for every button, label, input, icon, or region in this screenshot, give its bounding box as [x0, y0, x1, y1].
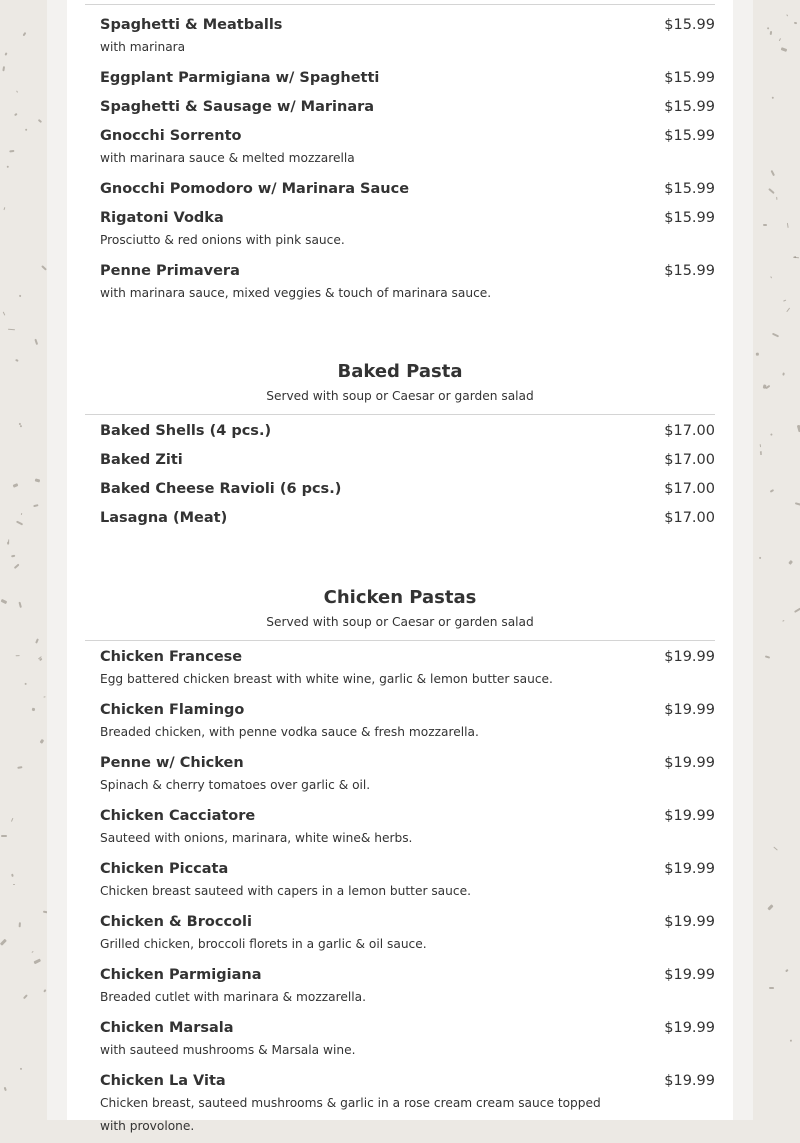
paper-fiber	[788, 561, 792, 566]
paper-fiber	[763, 224, 767, 226]
menu-item	[85, 257, 715, 310]
menu-item-name: Chicken Cacciatore	[100, 808, 256, 824]
menu-item-name: Gnocchi Pomodoro w/ Marinara Sauce	[100, 181, 410, 197]
paper-fiber	[41, 265, 47, 271]
paper-fiber	[16, 521, 23, 526]
paper-fiber	[786, 307, 790, 311]
menu-item-name: Penne w/ Chicken	[100, 755, 244, 771]
menu-item-name: Gnocchi Sorrento	[100, 128, 242, 144]
paper-fiber	[4, 1086, 8, 1091]
menu-item-description: Chicken breast, sauteed mushrooms & garlic in a rose cream cream sauce topped with provolone.	[100, 1096, 601, 1133]
menu-item	[85, 504, 715, 533]
menu-item	[85, 122, 715, 175]
menu-item-name: Chicken Marsala	[100, 1020, 234, 1036]
menu-item-price: $19.99	[664, 861, 715, 877]
paper-fiber	[771, 276, 773, 279]
menu-item	[85, 961, 715, 1014]
menu-item-price: $15.99	[664, 210, 715, 226]
menu-item-price: $19.99	[664, 702, 715, 718]
menu-item-description: Sauteed with onions, marinara, white wine& herbs.	[100, 831, 413, 845]
menu-item-price: $15.99	[664, 181, 715, 197]
menu-item-price: $15.99	[664, 17, 715, 33]
menu-item-description: Chicken breast sauteed with capers in a lemon butter sauce.	[100, 884, 471, 898]
paper-fiber	[7, 166, 9, 168]
menu-item-price: $15.99	[664, 99, 715, 115]
menu-item-description: Spinach & cherry tomatoes over garlic & oil.	[100, 778, 371, 792]
paper-fiber	[25, 129, 27, 131]
paper-fiber	[767, 27, 770, 30]
menu-item-name: Eggplant Parmigiana w/ Spaghetti	[100, 70, 380, 86]
paper-fiber	[8, 329, 15, 331]
paper-fiber	[3, 207, 5, 210]
paper-fiber	[25, 683, 27, 685]
paper-fiber	[11, 817, 14, 821]
menu-item-price: $17.00	[664, 510, 715, 526]
menu-item-name: Baked Cheese Ravioli (6 pcs.)	[100, 481, 342, 497]
menu-item-name: Chicken Flamingo	[100, 702, 245, 718]
paper-fiber	[787, 223, 789, 228]
paper-fiber	[782, 372, 785, 375]
menu-item	[85, 204, 715, 257]
paper-fiber	[19, 922, 21, 928]
menu-item	[85, 446, 715, 475]
paper-fiber	[15, 91, 17, 93]
menu-item	[85, 1014, 715, 1067]
paper-fiber	[781, 47, 787, 52]
menu-item-name: Penne Primavera	[100, 263, 240, 279]
menu-item-name: Chicken & Broccoli	[100, 914, 252, 930]
menu-item-description: with sauteed mushrooms & Marsala wine.	[100, 1043, 356, 1057]
paper-fiber	[3, 311, 6, 315]
menu-item	[85, 417, 715, 446]
menu-item-name: Rigatoni Vodka	[100, 210, 224, 226]
paper-fiber	[14, 563, 20, 568]
menu-item-price: $15.99	[664, 128, 715, 144]
paper-fiber	[768, 904, 774, 910]
paper-fiber	[782, 620, 784, 622]
paper-fiber	[786, 14, 788, 17]
paper-fiber	[13, 884, 15, 885]
paper-fiber	[7, 539, 9, 542]
menu-item-price: $15.99	[664, 70, 715, 86]
paper-fiber	[770, 434, 773, 436]
paper-fiber	[771, 170, 775, 176]
paper-fiber	[794, 21, 797, 24]
menu-item-price: $19.99	[664, 1073, 715, 1089]
paper-fiber	[34, 479, 40, 483]
paper-fiber	[19, 295, 22, 298]
menu-item	[85, 855, 715, 908]
section-title: Chicken Pastas	[323, 587, 477, 608]
paper-fiber	[1, 834, 7, 836]
menu-item	[85, 696, 715, 749]
menu-item-name: Chicken Francese	[100, 649, 243, 665]
menu-item-price: $19.99	[664, 914, 715, 930]
paper-fiber	[23, 994, 28, 999]
menu-item-description: with marinara sauce & melted mozzarella	[100, 151, 355, 165]
paper-fiber	[39, 739, 43, 744]
section-title: Baked Pasta	[337, 361, 463, 382]
paper-fiber	[16, 655, 20, 656]
menu-item-description: Grilled chicken, broccoli florets in a garlic & oil sauce.	[100, 937, 427, 951]
menu-item-price: $17.00	[664, 423, 715, 439]
menu-item-price: $19.99	[664, 649, 715, 665]
paper-fiber	[0, 939, 7, 946]
paper-fiber	[793, 256, 796, 259]
menu-section-pasta	[85, 5, 715, 310]
paper-fiber	[15, 359, 18, 362]
paper-fiber	[4, 52, 8, 56]
menu-item-description: with marinara sauce, mixed veggies & touch of marinara sauce.	[100, 286, 492, 300]
menu-item-name: Baked Shells (4 pcs.)	[100, 423, 272, 439]
paper-fiber	[13, 483, 19, 488]
paper-fiber	[759, 444, 760, 447]
paper-fiber	[36, 639, 39, 644]
menu-item-price: $19.99	[664, 755, 715, 771]
menu-item-name: Chicken Parmigiana	[100, 967, 262, 983]
section-header-chicken-pastas	[85, 586, 715, 631]
menu-item-price: $19.99	[664, 967, 715, 983]
menu-item-name: Baked Ziti	[100, 452, 183, 468]
menu-item-description: Egg battered chicken breast with white wine, garlic & lemon butter sauce.	[100, 672, 553, 686]
paper-fiber	[20, 1068, 22, 1070]
paper-fiber	[11, 555, 16, 558]
menu-section-baked-pasta	[85, 415, 715, 533]
menu-item-price: $17.00	[664, 481, 715, 497]
paper-fiber	[759, 557, 762, 560]
paper-fiber	[785, 969, 789, 973]
paper-fiber	[18, 601, 22, 608]
menu-item	[85, 11, 715, 64]
paper-fiber	[38, 119, 42, 123]
menu-item	[85, 64, 715, 93]
paper-fiber	[14, 113, 18, 116]
paper-fiber	[769, 987, 774, 990]
menu-item	[85, 749, 715, 802]
section-subtitle: Served with soup or Caesar or garden salad	[266, 389, 534, 403]
paper-fiber	[33, 504, 39, 507]
paper-fiber	[769, 489, 773, 493]
section-subtitle: Served with soup or Caesar or garden salad	[266, 615, 534, 629]
paper-fiber	[790, 1040, 792, 1043]
paper-fiber	[22, 32, 26, 37]
menu-item-price: $17.00	[664, 452, 715, 468]
paper-fiber	[768, 188, 774, 194]
paper-fiber	[783, 299, 786, 301]
paper-fiber	[34, 339, 38, 346]
menu-item-price: $19.99	[664, 1020, 715, 1036]
paper-fiber	[17, 766, 23, 768]
menu-item-description: with marinara	[100, 40, 186, 54]
menu-item	[85, 93, 715, 122]
paper-fiber	[771, 333, 778, 338]
paper-fiber	[1, 599, 8, 604]
paper-fiber	[770, 31, 772, 35]
paper-fiber	[765, 655, 770, 658]
section-header-baked-pasta	[85, 360, 715, 405]
paper-fiber	[776, 197, 778, 200]
paper-fiber	[31, 708, 35, 711]
menu-item-description: Breaded chicken, with penne vodka sauce & fresh mozzarella.	[100, 725, 479, 739]
paper-fiber	[31, 951, 33, 953]
menu-item-price: $15.99	[664, 263, 715, 279]
paper-fiber	[756, 353, 759, 356]
paper-fiber	[760, 453, 762, 455]
menu-item	[85, 475, 715, 504]
paper-fiber	[3, 66, 6, 72]
paper-fiber	[778, 38, 781, 42]
menu-item-description: Breaded cutlet with marinara & mozzarella.	[100, 990, 366, 1004]
menu-item-name: Spaghetti & Meatballs	[100, 17, 283, 33]
paper-fiber	[43, 696, 46, 698]
menu-item-name: Lasagna (Meat)	[100, 510, 228, 526]
paper-fiber	[42, 989, 46, 993]
paper-fiber	[773, 847, 778, 851]
menu-item-name: Chicken Piccata	[100, 861, 229, 877]
menu-item-name: Spaghetti & Sausage w/ Marinara	[100, 99, 375, 115]
paper-fiber	[9, 150, 15, 153]
menu-item	[85, 175, 715, 204]
paper-fiber	[794, 608, 800, 614]
menu-item	[85, 643, 715, 696]
menu-item	[85, 1067, 715, 1143]
paper-fiber	[11, 873, 14, 876]
menu-item-description: Prosciutto & red onions with pink sauce.	[100, 233, 345, 247]
paper-fiber	[795, 502, 800, 505]
paper-fiber	[33, 958, 40, 964]
paper-fiber	[772, 97, 774, 99]
paper-fiber	[21, 513, 23, 515]
menu-item	[85, 802, 715, 855]
menu-item-price: $19.99	[664, 808, 715, 824]
menu-item	[85, 908, 715, 961]
menu-item-name: Chicken La Vita	[100, 1073, 226, 1089]
menu-content	[85, 0, 715, 1143]
menu-section-chicken-pastas	[85, 641, 715, 1143]
